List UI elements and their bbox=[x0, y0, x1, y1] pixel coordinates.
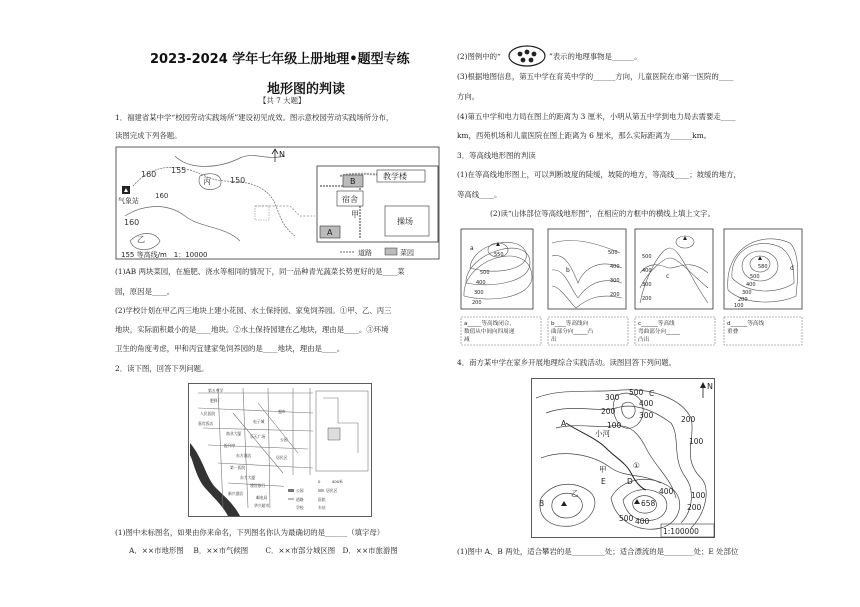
place-jia: 甲 bbox=[599, 465, 607, 474]
svg-text:400: 400 bbox=[639, 399, 654, 408]
svg-text:200: 200 bbox=[681, 415, 696, 424]
svg-text:重叠: 重叠 bbox=[727, 329, 739, 335]
total-count: 【共 7 大题】 bbox=[259, 96, 306, 105]
r1-text-b: ”表示的地理事物是______。 bbox=[549, 52, 642, 61]
q2-intro: 2．读下图，回答下列问题。 bbox=[115, 364, 209, 373]
q4-intro: 4．南方某中学在家乡开展地理综合实践活动。读图回答下列问题。 bbox=[457, 358, 677, 367]
r2-line2: 方向。 bbox=[457, 92, 480, 101]
q1-sub1-line1: (1)AB 两块菜园，在施肥、浇水等相同的情况下，同一品种青光蔬菜长势更好的是____菜 bbox=[115, 267, 405, 276]
map2-label: 人民医院 bbox=[200, 411, 216, 416]
svg-text:100: 100 bbox=[734, 303, 744, 309]
svg-text:c______等高线: c______等高线 bbox=[638, 321, 675, 327]
svg-text:200: 200 bbox=[687, 503, 702, 512]
svg-text:500: 500 bbox=[619, 514, 634, 523]
map2-legend: 学校 bbox=[296, 505, 304, 510]
svg-text:400: 400 bbox=[659, 487, 674, 496]
q3-sub1-line2: 等高线____。 bbox=[457, 190, 502, 199]
building-label: 教学楼 bbox=[383, 172, 407, 181]
field-label: 操场 bbox=[397, 217, 413, 226]
map2-label: 超市 bbox=[278, 409, 286, 414]
map2-label: 公园 bbox=[280, 437, 288, 442]
svg-text:200: 200 bbox=[738, 297, 748, 303]
svg-text:500: 500 bbox=[480, 270, 490, 276]
q1-sub2-line1: (2)学校计划在甲乙丙三地块上建小花园、水土保持园、家兔饲养园。①甲、乙、丙三 bbox=[115, 306, 392, 315]
svg-text:c: c bbox=[666, 273, 670, 280]
svg-text:300: 300 bbox=[642, 282, 652, 288]
r1-text-a: (2)图例中的“ bbox=[457, 52, 501, 61]
svg-text:a: a bbox=[470, 245, 474, 252]
svg-text:500: 500 bbox=[629, 388, 644, 397]
map2-legend: 道路 bbox=[296, 497, 304, 502]
legend-garden: 菜园 bbox=[400, 249, 414, 257]
svg-text:500: 500 bbox=[608, 250, 618, 256]
point-b: B bbox=[539, 499, 545, 508]
svg-text:减: 减 bbox=[464, 337, 470, 343]
city-map bbox=[188, 383, 372, 521]
map2-label: 报刊亭 bbox=[224, 443, 236, 448]
svg-text:弯曲部分向_____: 弯曲部分向_____ bbox=[638, 329, 680, 335]
document-subtitle: 地形图的判读 bbox=[267, 82, 346, 97]
dorm-label: 宿舍 bbox=[342, 195, 358, 204]
svg-text:数值从中间向四周递: 数值从中间向四周递 bbox=[464, 329, 515, 335]
r3-line2: km，西苑机场和儿童医院在图上距离为 6 厘米，那么实际距离为______km。 bbox=[457, 131, 712, 140]
q3-sub1-line1: (1)在等高线地形图上，可以判断坡度的陡缓，坡陡的地方，等高线____；坡缓的地方， bbox=[457, 170, 741, 179]
svg-text:b____等高线向: b____等高线向 bbox=[551, 321, 589, 327]
svg-text:300: 300 bbox=[742, 290, 752, 296]
contour-label: 160 bbox=[124, 218, 140, 227]
panel-a bbox=[461, 229, 541, 345]
svg-text:a_____等高线闭合，: a_____等高线闭合， bbox=[464, 321, 515, 327]
svg-text:400: 400 bbox=[746, 282, 756, 288]
svg-text:曲部分向_____凸: 曲部分向_____凸 bbox=[551, 329, 593, 335]
contour-label: 150 bbox=[230, 176, 246, 185]
map2-legend: 车站 bbox=[318, 505, 326, 510]
svg-text:400: 400 bbox=[635, 517, 650, 526]
svg-text:500: 500 bbox=[750, 274, 760, 280]
q4-sub1: (1)图中 A、B 两处，适合攀岩的是_________处；适合漂流的是________处；E 处部位 bbox=[457, 547, 739, 556]
svg-text:300: 300 bbox=[605, 393, 620, 402]
point-a: A bbox=[561, 419, 567, 428]
q1-sub1-line2: 园，原因是____。 bbox=[115, 287, 175, 296]
map2-label: 嘉宾饭店 bbox=[198, 421, 214, 426]
north-label: N bbox=[279, 150, 285, 159]
svg-text:凸出: 凸出 bbox=[638, 337, 650, 343]
map2-label: 东力大厦 bbox=[240, 475, 256, 480]
weather-station-label: 气象站 bbox=[118, 197, 139, 205]
q1-sub2-line2: 地块，实际面积最小的是____地块。②水土保持园建在乙地块，理由是____。③环境 bbox=[115, 325, 389, 334]
map2-label: 新兴酒店 bbox=[228, 491, 244, 496]
map2-scale: 0 400米 bbox=[318, 479, 343, 484]
river-label: 小河 bbox=[595, 429, 610, 438]
place-yi: 乙 bbox=[137, 235, 145, 244]
garden-b-label: B bbox=[350, 177, 356, 186]
contour-panels bbox=[460, 228, 805, 350]
svg-text:300: 300 bbox=[610, 278, 620, 284]
park-symbol-icon bbox=[507, 45, 547, 71]
map1-scale: 155 等高线/m 1：10000 bbox=[121, 251, 208, 259]
point-e: E bbox=[601, 477, 606, 486]
point-d: D bbox=[627, 477, 633, 486]
map2-label: 肥料厂 bbox=[210, 398, 222, 403]
svg-text:550: 550 bbox=[494, 252, 504, 258]
svg-text:d______等高线: d______等高线 bbox=[727, 321, 765, 327]
svg-text:200: 200 bbox=[610, 292, 620, 298]
svg-text:300: 300 bbox=[639, 411, 654, 420]
place-jia: 甲 bbox=[351, 210, 359, 219]
svg-text:400: 400 bbox=[642, 268, 652, 274]
map2-label: 居民区 bbox=[276, 455, 288, 460]
contour-label: 160 bbox=[141, 170, 157, 179]
map2-label: 建设银行 bbox=[250, 483, 266, 488]
map2-label: 第五中学 bbox=[208, 388, 224, 393]
place-bing: 丙 bbox=[203, 177, 211, 186]
q2-sub1: (1)图中未标图名，如果由你来命名，下列图名你认为最确切的是______（填字母） bbox=[115, 528, 385, 537]
peak-label: 658 bbox=[641, 499, 656, 508]
q1-intro-line1: 1．福建省某中学“校园劳动实践场所”建设初见成效。图示意校园劳动实践场所分布， bbox=[115, 113, 394, 122]
map2-label: 第一医院 bbox=[230, 465, 246, 470]
circle-marker: ① bbox=[633, 461, 640, 470]
r3-line1: (4)第五中学和电力局在图上的距离为 3 厘米，小明从第五中学到电力局去需要走____ bbox=[457, 112, 736, 121]
map2-label: 华兴超市 bbox=[254, 503, 270, 508]
svg-text:200: 200 bbox=[601, 407, 616, 416]
svg-text:100: 100 bbox=[689, 437, 704, 446]
q3-sub2: (2)读“山体部位等高线地形图”，在相应的方框中的横线上填上文字。 bbox=[490, 209, 715, 218]
map2-legend: 医院 bbox=[318, 497, 326, 502]
svg-text:300: 300 bbox=[474, 290, 484, 296]
svg-text:500: 500 bbox=[642, 254, 652, 260]
svg-text:200: 200 bbox=[642, 296, 652, 302]
garden-a-label: A bbox=[327, 228, 333, 237]
svg-text:400: 400 bbox=[476, 280, 486, 286]
document-title: 2023-2024 学年七年级上册地理•题型专练 bbox=[150, 52, 410, 67]
svg-text:b: b bbox=[566, 267, 570, 274]
q3-intro: 3．等高线地形图的判读 bbox=[457, 151, 536, 160]
map2-label: 商业大厦 bbox=[226, 431, 242, 436]
legend-road: 道路 bbox=[358, 249, 372, 257]
map2-label: 电子城 bbox=[253, 419, 265, 424]
point-c: C bbox=[649, 389, 655, 398]
svg-text:580: 580 bbox=[758, 264, 768, 270]
map2-label: 东方酒店 bbox=[236, 453, 252, 458]
panel-d bbox=[724, 229, 802, 345]
q2-options: A．××市地形图 B．××市气候图 C．××市部分城区图 D．××市旅游图 bbox=[129, 546, 398, 555]
svg-text:100: 100 bbox=[691, 491, 706, 500]
north-label: N bbox=[707, 382, 713, 391]
map2-label: 乐天广场 bbox=[250, 434, 266, 439]
map2-label: 邮电局 bbox=[256, 495, 268, 500]
svg-text:100: 100 bbox=[607, 421, 622, 430]
contour-label: 155 bbox=[171, 166, 187, 175]
campus-map bbox=[115, 146, 440, 264]
map2-legend: 居民区 bbox=[326, 488, 338, 493]
panel-b bbox=[548, 229, 628, 345]
map2-legend: 公园 bbox=[296, 488, 304, 493]
svg-text:出: 出 bbox=[551, 337, 557, 343]
panel-c bbox=[635, 229, 715, 345]
svg-text:d: d bbox=[790, 265, 794, 272]
svg-text:200: 200 bbox=[472, 300, 482, 306]
svg-text:400: 400 bbox=[610, 264, 620, 270]
q1-sub2-line3: 卫生的角度考虑，甲和丙宜建家兔饲养园的是____地块，理由是____。 bbox=[115, 344, 345, 353]
contour-label: 160 bbox=[155, 192, 169, 200]
q1-intro-line2: 读图完成下列各题。 bbox=[115, 131, 182, 140]
map4-scale: 1:100000 bbox=[663, 527, 699, 536]
place-yi: 乙 bbox=[571, 489, 579, 498]
r2-line1: (3)根据地图信息，第五中学在育英中学的______方向，儿童医院在市第一医院的____ bbox=[457, 72, 734, 81]
hometown-contour-map bbox=[531, 378, 715, 542]
